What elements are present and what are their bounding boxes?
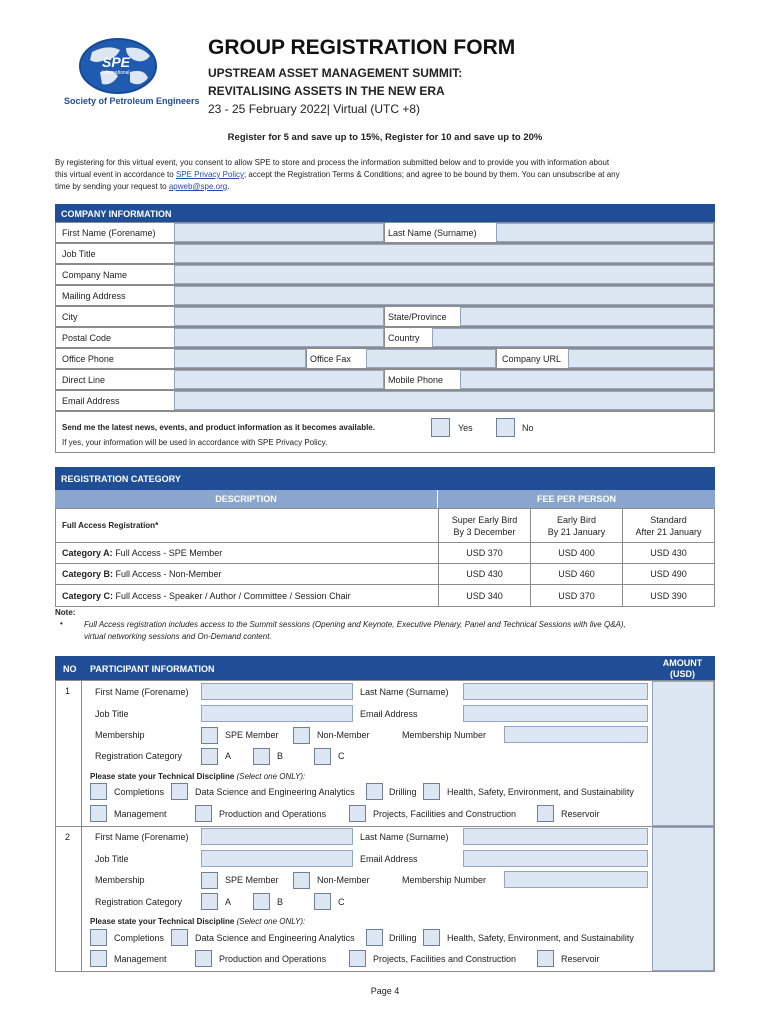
participant-1-hse-checkbox[interactable] bbox=[423, 783, 440, 800]
company-row-phone bbox=[55, 348, 715, 369]
category-b-fee-standard: USD 490 bbox=[650, 569, 687, 579]
company-postal-code-field[interactable] bbox=[174, 328, 384, 347]
description-col-header bbox=[55, 490, 437, 508]
participant-1-first-name-field[interactable] bbox=[201, 683, 353, 700]
participant-2-management-checkbox[interactable] bbox=[90, 950, 107, 967]
company-section-header bbox=[55, 204, 715, 222]
participant-2-management-label: Management bbox=[114, 954, 167, 964]
company-mobile-phone-field[interactable] bbox=[460, 370, 714, 389]
logo-mark: SPE bbox=[102, 54, 131, 70]
logo-mark-sub: International bbox=[102, 70, 130, 76]
participant-2-data-science-checkbox[interactable] bbox=[171, 929, 188, 946]
company-url-label: Company URL bbox=[502, 354, 562, 364]
company-email-field[interactable] bbox=[174, 391, 714, 410]
participant-2-category-c-label: C bbox=[338, 897, 345, 907]
office-phone-label: Office Phone bbox=[62, 354, 114, 364]
participant-table bbox=[55, 680, 715, 972]
tier-super-early: Super Early Bird By 3 December bbox=[451, 515, 518, 537]
participant-2-reservoir-checkbox[interactable] bbox=[537, 950, 554, 967]
postal-code-label: Postal Code bbox=[62, 333, 112, 343]
no-col-label: NO bbox=[63, 664, 77, 674]
registration-section-header bbox=[55, 467, 715, 490]
registration-table bbox=[55, 508, 715, 607]
event-name-line1: UPSTREAM ASSET MANAGEMENT SUMMIT: bbox=[208, 66, 463, 80]
participant-1-last-name-label: Last Name (Surname) bbox=[360, 687, 449, 697]
promo-text: Register for 5 and save up to 15%, Register for 10 and save up to 20% bbox=[227, 132, 543, 143]
participant-section-title: PARTICIPANT INFORMATION bbox=[90, 664, 215, 674]
participant-1-category-a-checkbox[interactable] bbox=[201, 748, 218, 765]
participant-1-projects-label: Projects, Facilities and Construction bbox=[373, 809, 517, 819]
company-first-name-field[interactable] bbox=[174, 223, 384, 242]
news-yes-label: Yes bbox=[458, 423, 473, 433]
participant-2-non-member-checkbox[interactable] bbox=[293, 872, 310, 889]
participant-2-email-field[interactable] bbox=[463, 850, 648, 867]
office-fax-label: Office Fax bbox=[310, 354, 351, 364]
participant-1-category-c-label: C bbox=[338, 751, 345, 761]
company-country-field[interactable] bbox=[432, 328, 714, 347]
note-text: Full Access registration includes access to the Summit sessions (Opening and Keynote, Executive Plenary, Panel and Technical Sessions with live Q&A), virtual networking sessions and On-Demand content. bbox=[84, 620, 626, 641]
participant-2-number: 2 bbox=[65, 832, 71, 842]
participant-2-projects-label: Projects, Facilities and Construction bbox=[373, 954, 517, 964]
company-mailing-address-field[interactable] bbox=[174, 286, 714, 305]
participant-1-completions-checkbox[interactable] bbox=[90, 783, 107, 800]
participant-1-non-member-checkbox[interactable] bbox=[293, 727, 310, 744]
participant-1-first-name-label: First Name (Forename) bbox=[95, 687, 189, 697]
participant-2-spe-member-label: SPE Member bbox=[225, 875, 279, 885]
company-last-name-field[interactable] bbox=[496, 223, 714, 242]
company-url-field[interactable] bbox=[568, 349, 714, 368]
participant-2-reservoir-label: Reservoir bbox=[561, 954, 600, 964]
participant-2-hse-checkbox[interactable] bbox=[423, 929, 440, 946]
job-title-label: Job Title bbox=[62, 249, 96, 259]
participant-1-number: 1 bbox=[65, 686, 71, 696]
mailing-address-label: Mailing Address bbox=[62, 291, 126, 301]
note-bullet: • bbox=[60, 619, 63, 628]
participant-section-header bbox=[55, 656, 715, 680]
full-access-label: Full Access Registration* bbox=[62, 521, 159, 530]
state-label: State/Province bbox=[388, 312, 447, 322]
consent-line2: this virtual event in accordance to SPE Privacy Policy; accept the Registration Terms & Conditions; and agree to be bound by them. You can unsubscribe at any bbox=[55, 170, 620, 179]
category-c-fee-early: USD 370 bbox=[558, 591, 595, 601]
participant-2-spe-member-checkbox[interactable] bbox=[201, 872, 218, 889]
participant-1-discipline-heading: Please state your Technical Discipline (Select one ONLY): bbox=[90, 772, 306, 781]
company-row-postal bbox=[55, 327, 715, 348]
participant-1-membership-number-label: Membership Number bbox=[402, 730, 487, 740]
news-optin-note: If yes, your information will be used in accordance with SPE Privacy Policy. bbox=[62, 438, 328, 447]
company-office-phone-field[interactable] bbox=[174, 349, 306, 368]
participant-2-last-name-label: Last Name (Surname) bbox=[360, 832, 449, 842]
privacy-policy-link[interactable]: SPE Privacy Policy bbox=[175, 170, 244, 179]
event-dates: 23 - 25 February 2022| Virtual (UTC +8) bbox=[208, 102, 420, 116]
participant-1-reservoir-checkbox[interactable] bbox=[537, 805, 554, 822]
participant-1-last-name-field[interactable] bbox=[463, 683, 648, 700]
consent-text bbox=[55, 157, 720, 193]
participant-1-membership-label: Membership bbox=[95, 730, 145, 740]
country-label: Country bbox=[388, 333, 420, 343]
participant-2-reg-category-label: Registration Category bbox=[95, 897, 183, 907]
category-b-fee-super-early: USD 430 bbox=[466, 569, 503, 579]
category-a-label: Category A: Full Access - SPE Member bbox=[62, 548, 223, 558]
participant-2-non-member-label: Non-Member bbox=[317, 875, 370, 885]
category-b-label: Category B: Full Access - Non-Member bbox=[62, 569, 222, 579]
participant-1-email-label: Email Address bbox=[360, 709, 418, 719]
participant-1-category-b-checkbox[interactable] bbox=[253, 748, 270, 765]
description-col-label: DESCRIPTION bbox=[215, 494, 277, 504]
participant-2-first-name-field[interactable] bbox=[201, 828, 353, 845]
participant-2-hse-label: Health, Safety, Environment, and Sustainability bbox=[447, 933, 634, 943]
tier-early: Early Bird By 21 January bbox=[547, 515, 606, 537]
company-job-title-field[interactable] bbox=[174, 244, 714, 263]
contact-email-link[interactable]: apweb@spe.org bbox=[168, 182, 228, 191]
participant-2-membership-number-label: Membership Number bbox=[402, 875, 487, 885]
participant-1-production-checkbox[interactable] bbox=[195, 805, 212, 822]
participant-2-completions-label: Completions bbox=[114, 933, 165, 943]
participant-1-category-c-checkbox[interactable] bbox=[314, 748, 331, 765]
category-a-fee-standard: USD 430 bbox=[650, 548, 687, 558]
company-row-name bbox=[55, 222, 715, 243]
participant-2-production-checkbox[interactable] bbox=[195, 950, 212, 967]
participant-2-completions-checkbox[interactable] bbox=[90, 929, 107, 946]
news-optin-text: Send me the latest news, events, and product information as it becomes available. bbox=[62, 423, 375, 432]
news-no-label: No bbox=[522, 423, 534, 433]
participant-1-hse-label: Health, Safety, Environment, and Sustainability bbox=[447, 787, 634, 797]
company-row-company bbox=[55, 264, 715, 285]
participant-1-job-title-label: Job Title bbox=[95, 709, 129, 719]
participant-1-category-b-label: B bbox=[277, 751, 284, 761]
page-title: GROUP REGISTRATION FORM bbox=[208, 36, 516, 59]
company-row-email bbox=[55, 390, 715, 411]
participant-2-projects-checkbox[interactable] bbox=[349, 950, 366, 967]
participant-1-spe-member-label: SPE Member bbox=[225, 730, 279, 740]
participant-1-membership-number-field[interactable] bbox=[504, 726, 648, 743]
consent-line3: time by sending your request to apweb@spe.org. bbox=[55, 182, 230, 191]
last-name-label: Last Name (Surname) bbox=[388, 228, 477, 238]
direct-line-label: Direct Line bbox=[62, 375, 106, 385]
participant-2-category-b-checkbox[interactable] bbox=[253, 893, 270, 910]
participant-1-production-label: Production and Operations bbox=[219, 809, 327, 819]
participant-2-first-name-label: First Name (Forename) bbox=[95, 832, 189, 842]
participant-1-completions-label: Completions bbox=[114, 787, 165, 797]
participant-1-job-title-field[interactable] bbox=[201, 705, 353, 722]
participant-1-drilling-checkbox[interactable] bbox=[366, 783, 383, 800]
company-office-fax-field[interactable] bbox=[366, 349, 496, 368]
participant-2-drilling-label: Drilling bbox=[389, 933, 417, 943]
company-city-field[interactable] bbox=[174, 307, 384, 326]
participant-1-category-a-label: A bbox=[225, 751, 232, 761]
company-section-title: COMPANY INFORMATION bbox=[61, 209, 172, 219]
company-direct-line-field[interactable] bbox=[174, 370, 384, 389]
participant-2-category-b-label: B bbox=[277, 897, 284, 907]
participant-1-management-checkbox[interactable] bbox=[90, 805, 107, 822]
category-a-fee-early: USD 400 bbox=[558, 548, 595, 558]
fee-col-header bbox=[438, 490, 715, 508]
participant-1-email-field[interactable] bbox=[463, 705, 648, 722]
category-b-fee-early: USD 460 bbox=[558, 569, 595, 579]
company-row-job bbox=[55, 243, 715, 264]
fee-col-label: FEE PER PERSON bbox=[536, 494, 617, 504]
company-row-direct bbox=[55, 369, 715, 390]
participant-1-reservoir-label: Reservoir bbox=[561, 809, 600, 819]
participant-2-job-title-label: Job Title bbox=[95, 854, 129, 864]
registration-section-title: REGISTRATION CATEGORY bbox=[61, 474, 181, 484]
email-label: Email Address bbox=[62, 396, 120, 406]
participant-2-membership-number-field[interactable] bbox=[504, 871, 648, 888]
participant-2-job-title-field[interactable] bbox=[201, 850, 353, 867]
consent-line1: By registering for this virtual event, you consent to allow SPE to store and process the information submitted below and to provide you with information about bbox=[55, 158, 610, 167]
tier-standard: Standard After 21 January bbox=[635, 515, 702, 537]
amount-col-label: AMOUNT (USD) bbox=[662, 658, 703, 679]
participant-1-non-member-label: Non-Member bbox=[317, 730, 370, 740]
category-c-fee-super-early: USD 340 bbox=[466, 591, 503, 601]
participant-2-data-science-label: Data Science and Engineering Analytics bbox=[195, 933, 355, 943]
spe-logo bbox=[60, 38, 200, 108]
participant-1-amount-field[interactable] bbox=[652, 681, 714, 826]
company-state-field[interactable] bbox=[460, 307, 714, 326]
note-label: Note: bbox=[55, 608, 76, 617]
category-c-fee-standard: USD 390 bbox=[650, 591, 687, 601]
participant-1-spe-member-checkbox[interactable] bbox=[201, 727, 218, 744]
news-no-checkbox[interactable] bbox=[496, 418, 515, 437]
category-a-fee-super-early: USD 370 bbox=[466, 548, 503, 558]
company-row-mailing bbox=[55, 285, 715, 306]
participant-1-management-label: Management bbox=[114, 809, 167, 819]
city-label: City bbox=[62, 312, 78, 322]
participant-1-data-science-label: Data Science and Engineering Analytics bbox=[195, 787, 355, 797]
company-name-field[interactable] bbox=[174, 265, 714, 284]
participant-2-email-label: Email Address bbox=[360, 854, 418, 864]
category-c-label: Category C: Full Access - Speaker / Author / Committee / Session Chair bbox=[62, 591, 351, 601]
participant-1-data-science-checkbox[interactable] bbox=[171, 783, 188, 800]
participant-2-discipline-heading: Please state your Technical Discipline (Select one ONLY): bbox=[90, 917, 306, 926]
participant-2-category-c-checkbox[interactable] bbox=[314, 893, 331, 910]
participant-2-membership-label: Membership bbox=[95, 875, 145, 885]
news-yes-checkbox[interactable] bbox=[431, 418, 450, 437]
participant-2-amount-field[interactable] bbox=[652, 827, 714, 971]
logo-org-name: Society of Petroleum Engineers bbox=[64, 96, 200, 106]
mobile-phone-label: Mobile Phone bbox=[388, 375, 444, 385]
news-optin-box bbox=[55, 411, 715, 453]
participant-1-reg-category-label: Registration Category bbox=[95, 751, 183, 761]
participant-1-drilling-label: Drilling bbox=[389, 787, 417, 797]
participant-2-category-a-label: A bbox=[225, 897, 232, 907]
participant-2-last-name-field[interactable] bbox=[463, 828, 648, 845]
company-row-city bbox=[55, 306, 715, 327]
event-name-line2: REVITALISING ASSETS IN THE NEW ERA bbox=[208, 84, 445, 98]
company-name-label: Company Name bbox=[62, 270, 128, 280]
participant-2-production-label: Production and Operations bbox=[219, 954, 327, 964]
page-number: Page 4 bbox=[370, 986, 400, 996]
participant-2-drilling-checkbox[interactable] bbox=[366, 929, 383, 946]
participant-2-category-a-checkbox[interactable] bbox=[201, 893, 218, 910]
first-name-label: First Name (Forename) bbox=[62, 228, 156, 238]
participant-1-projects-checkbox[interactable] bbox=[349, 805, 366, 822]
